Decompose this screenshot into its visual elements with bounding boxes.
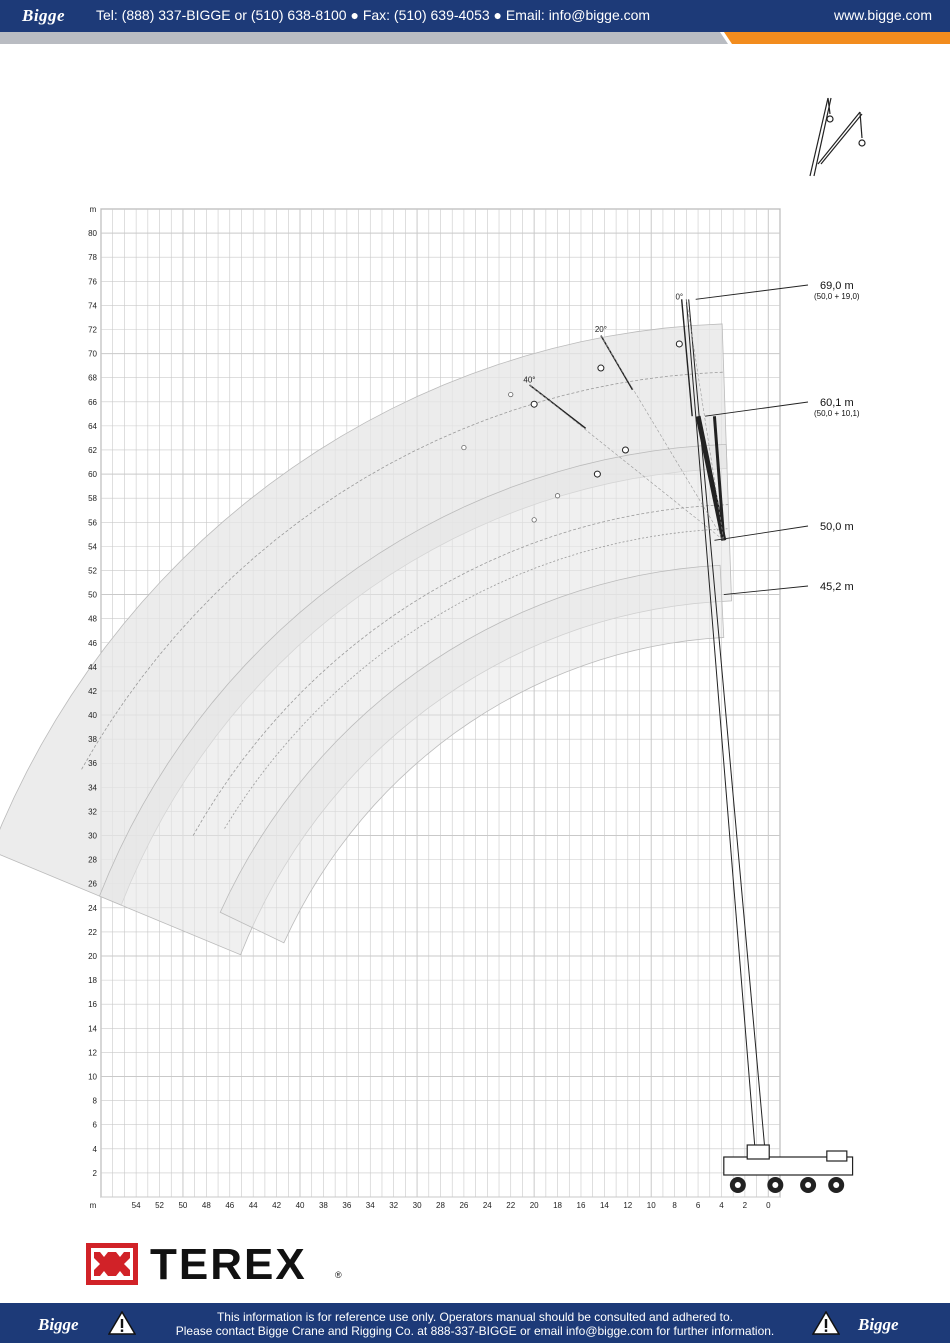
- y-tick-label: 32: [88, 807, 97, 817]
- hook-block-icon: [622, 447, 628, 453]
- y-tick-label: 30: [88, 831, 97, 841]
- x-tick-label: 52: [155, 1201, 164, 1210]
- disclaimer: [150, 1310, 800, 1338]
- x-tick-label: 42: [272, 1201, 282, 1210]
- y-tick-label: 64: [88, 421, 97, 431]
- y-tick-label: 14: [88, 1024, 97, 1034]
- hook-block-icon: [676, 341, 682, 347]
- y-tick-label: 36: [88, 759, 97, 769]
- length-label: 50,0 m: [820, 521, 854, 533]
- x-tick-label: 24: [482, 1201, 492, 1210]
- y-tick-label: 72: [88, 325, 97, 335]
- x-tick-label: 32: [389, 1201, 399, 1210]
- reference-point-icon: [509, 392, 513, 396]
- warning-triangle-icon: [108, 1311, 136, 1335]
- terex-brand: TEREX: [150, 1240, 307, 1289]
- x-axis-unit: m: [89, 1201, 97, 1210]
- y-tick-label: 48: [88, 614, 97, 624]
- angle-label: 20°: [594, 324, 607, 334]
- y-tick-label: 78: [88, 253, 97, 263]
- y-tick-label: 46: [88, 638, 97, 648]
- y-tick-label: 50: [88, 590, 97, 600]
- x-tick-label: 30: [412, 1201, 422, 1210]
- y-tick-label: 4: [92, 1144, 97, 1154]
- y-tick-label: 20: [88, 952, 97, 962]
- y-tick-label: 62: [88, 445, 97, 455]
- x-tick-label: 12: [623, 1201, 633, 1210]
- y-tick-label: 42: [88, 686, 97, 696]
- y-tick-label: 26: [88, 879, 97, 889]
- x-tick-label: 44: [248, 1201, 258, 1210]
- hook-block-icon: [598, 365, 604, 371]
- wheel-hub-icon: [833, 1182, 839, 1188]
- footer-bigge-logo-left: Bigge: [38, 1315, 79, 1334]
- x-tick-label: 2: [742, 1201, 748, 1210]
- x-tick-label: 22: [506, 1201, 516, 1210]
- crane-driver-cab: [827, 1151, 847, 1161]
- y-tick-label: 6: [92, 1120, 97, 1130]
- reference-point-icon: [462, 445, 466, 449]
- y-tick-label: 44: [88, 662, 97, 672]
- x-tick-label: 40: [295, 1201, 305, 1210]
- x-tick-label: 10: [646, 1201, 656, 1210]
- y-tick-label: 38: [88, 735, 97, 745]
- length-label: 60,1 m: [820, 397, 854, 409]
- x-tick-label: 34: [365, 1201, 375, 1210]
- disclaimer-line-1: This information is for reference use only. Operators manual should be consulted and adhered to.: [216, 1310, 734, 1324]
- y-tick-label: 24: [88, 903, 97, 913]
- y-tick-label: 18: [88, 976, 97, 986]
- y-tick-label: 80: [88, 229, 97, 239]
- y-tick-label: 2: [92, 1168, 97, 1178]
- y-tick-label: 12: [88, 1048, 97, 1058]
- footer-bigge-logo-right: Bigge: [858, 1315, 899, 1334]
- crane-cab: [747, 1145, 769, 1159]
- contact-info: Tel: (888) 337-BIGGE or (510) 638-8100 ● Fax: (510) 639-4053 ● Email: info@bigge.com: [96, 7, 651, 23]
- y-tick-label: 58: [88, 494, 97, 504]
- y-tick-label: 68: [88, 373, 97, 383]
- x-tick-label: 14: [599, 1201, 609, 1210]
- x-tick-label: 54: [131, 1201, 141, 1210]
- wheel-hub-icon: [805, 1182, 811, 1188]
- wheel-hub-icon: [735, 1182, 741, 1188]
- y-tick-label: 76: [88, 277, 97, 287]
- registered-mark: ®: [335, 1270, 342, 1280]
- x-tick-label: 8: [672, 1201, 677, 1210]
- x-tick-label: 6: [695, 1201, 701, 1210]
- disclaimer-line-2: Please contact Bigge Crane and Rigging Co. at 888-337-BIGGE or email info@bigge.com for further information.: [175, 1324, 775, 1338]
- y-tick-label: 40: [88, 711, 97, 721]
- terex-logo-icon: [86, 1243, 138, 1285]
- warning-triangle-icon: [812, 1311, 840, 1335]
- x-tick-label: 16: [576, 1201, 586, 1210]
- footer-bar: [0, 1303, 950, 1343]
- x-tick-label: 46: [225, 1201, 235, 1210]
- x-tick-label: 38: [318, 1201, 328, 1210]
- length-label: 45,2 m: [820, 581, 854, 593]
- hook-block-icon: [531, 401, 537, 407]
- bigge-logo: Bigge: [22, 6, 66, 25]
- y-tick-label: 28: [88, 855, 97, 865]
- y-tick-label: 16: [88, 1000, 97, 1010]
- website-link[interactable]: www.bigge.com: [833, 7, 932, 23]
- x-tick-label: 28: [436, 1201, 445, 1210]
- angle-label: 40°: [523, 375, 536, 385]
- length-sublabel: (50,0 + 10,1): [814, 409, 860, 418]
- wheel-hub-icon: [772, 1182, 778, 1188]
- length-sublabel: (50,0 + 19,0): [814, 292, 860, 301]
- x-tick-label: 36: [342, 1201, 352, 1210]
- y-axis-unit: m: [89, 205, 97, 214]
- x-tick-label: 4: [719, 1201, 724, 1210]
- reference-point-icon: [555, 494, 559, 498]
- x-axis-ticks: [132, 1201, 771, 1210]
- y-tick-label: 60: [88, 470, 97, 480]
- y-tick-label: 8: [92, 1096, 97, 1106]
- y-tick-label: 22: [88, 927, 97, 937]
- y-tick-label: 52: [88, 566, 97, 576]
- angle-label: 0°: [675, 292, 684, 302]
- y-tick-label: 66: [88, 397, 97, 407]
- x-tick-label: 26: [459, 1201, 469, 1210]
- y-tick-label: 70: [88, 349, 97, 359]
- length-label: 69,0 m: [820, 280, 854, 292]
- y-tick-label: 34: [88, 783, 97, 793]
- reference-point-icon: [532, 518, 536, 522]
- x-tick-label: 48: [201, 1201, 211, 1210]
- x-tick-label: 18: [553, 1201, 563, 1210]
- y-tick-label: 74: [88, 301, 97, 311]
- y-tick-label: 54: [88, 542, 97, 552]
- y-tick-label: 10: [88, 1072, 97, 1082]
- x-tick-label: 20: [529, 1201, 539, 1210]
- x-tick-label: 0: [766, 1201, 771, 1210]
- x-tick-label: 50: [178, 1201, 188, 1210]
- hook-block-icon: [594, 471, 600, 477]
- y-tick-label: 56: [88, 518, 97, 528]
